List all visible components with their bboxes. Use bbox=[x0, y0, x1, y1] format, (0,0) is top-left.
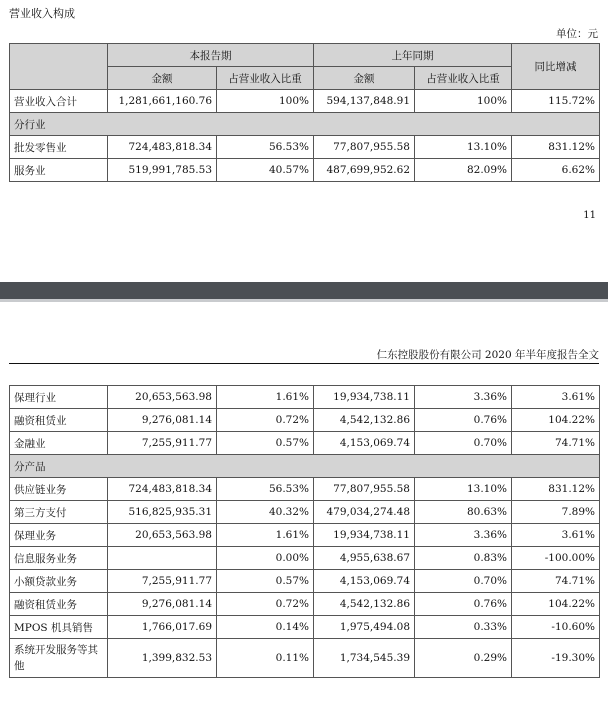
table-row bbox=[10, 616, 600, 639]
prior-amount: 4,542,132.86 bbox=[314, 409, 415, 432]
table-row bbox=[10, 524, 600, 547]
section-title: 营业收入构成 bbox=[9, 7, 75, 20]
row-label: MPOS 机具销售 bbox=[10, 616, 108, 639]
prior-amount: 487,699,952.62 bbox=[314, 159, 415, 182]
section-row bbox=[10, 455, 600, 478]
prior-share: 0.29% bbox=[415, 639, 512, 678]
current-share: 0.00% bbox=[217, 547, 314, 570]
prior-share: 0.83% bbox=[415, 547, 512, 570]
current-amount: 9,276,081.14 bbox=[108, 593, 217, 616]
prior-amount: 594,137,848.91 bbox=[314, 90, 415, 113]
current-share: 1.61% bbox=[217, 386, 314, 409]
section-label: 分行业 bbox=[10, 113, 600, 136]
current-amount: 20,653,563.98 bbox=[108, 524, 217, 547]
prior-share: 100% bbox=[415, 90, 512, 113]
prior-share: 0.33% bbox=[415, 616, 512, 639]
prior-share: 3.36% bbox=[415, 524, 512, 547]
yoy-change: 74.71% bbox=[512, 432, 600, 455]
header-current-period: 本报告期 bbox=[108, 44, 314, 67]
prior-amount: 4,542,132.86 bbox=[314, 593, 415, 616]
current-share: 0.57% bbox=[217, 432, 314, 455]
table-row bbox=[10, 386, 600, 409]
section-row bbox=[10, 113, 600, 136]
prior-share: 0.76% bbox=[415, 409, 512, 432]
page-number: 11 bbox=[583, 210, 596, 221]
running-header: 仁东控股股份有限公司 2020 年半年度报告全文 bbox=[376, 349, 599, 361]
prior-amount: 4,153,069.74 bbox=[314, 570, 415, 593]
yoy-change: -100.00% bbox=[512, 547, 600, 570]
table-row bbox=[10, 547, 600, 570]
prior-share: 80.63% bbox=[415, 501, 512, 524]
yoy-change: -10.60% bbox=[512, 616, 600, 639]
yoy-change: 7.89% bbox=[512, 501, 600, 524]
current-amount: 1,766,017.69 bbox=[108, 616, 217, 639]
prior-share: 13.10% bbox=[415, 478, 512, 501]
table-row bbox=[10, 159, 600, 182]
row-label: 保理业务 bbox=[10, 524, 108, 547]
current-share: 0.57% bbox=[217, 570, 314, 593]
current-share: 1.61% bbox=[217, 524, 314, 547]
row-label: 保理行业 bbox=[10, 386, 108, 409]
header-yoy: 同比增减 bbox=[512, 44, 600, 90]
current-share: 56.53% bbox=[217, 136, 314, 159]
row-label: 金融业 bbox=[10, 432, 108, 455]
current-share: 0.14% bbox=[217, 616, 314, 639]
current-share: 100% bbox=[217, 90, 314, 113]
header-blank bbox=[10, 44, 108, 90]
current-amount: 1,399,832.53 bbox=[108, 639, 217, 678]
current-amount: 7,255,911.77 bbox=[108, 432, 217, 455]
prior-share: 0.70% bbox=[415, 570, 512, 593]
row-label: 服务业 bbox=[10, 159, 108, 182]
table-row bbox=[10, 501, 600, 524]
header-prior-period: 上年同期 bbox=[314, 44, 512, 67]
current-amount: 1,281,661,160.76 bbox=[108, 90, 217, 113]
row-label: 融资租赁业 bbox=[10, 409, 108, 432]
current-amount: 20,653,563.98 bbox=[108, 386, 217, 409]
row-label: 小额贷款业务 bbox=[10, 570, 108, 593]
table-row bbox=[10, 136, 600, 159]
row-label: 营业收入合计 bbox=[10, 90, 108, 113]
header-current-share: 占营业收入比重 bbox=[217, 67, 314, 90]
table-row bbox=[10, 409, 600, 432]
prior-amount: 4,153,069.74 bbox=[314, 432, 415, 455]
table-row bbox=[10, 593, 600, 616]
current-share: 0.72% bbox=[217, 409, 314, 432]
page-shadow bbox=[0, 299, 608, 302]
unit-label: 单位：元 bbox=[556, 28, 598, 40]
row-label: 批发零售业 bbox=[10, 136, 108, 159]
row-label: 系统开发服务等其他 bbox=[10, 639, 108, 678]
header-prior-share: 占营业收入比重 bbox=[415, 67, 512, 90]
prior-amount: 1,975,494.08 bbox=[314, 616, 415, 639]
prior-share: 3.36% bbox=[415, 386, 512, 409]
prior-amount: 77,807,955.58 bbox=[314, 478, 415, 501]
table-row bbox=[10, 570, 600, 593]
prior-amount: 19,934,738.11 bbox=[314, 524, 415, 547]
yoy-change: 104.22% bbox=[512, 409, 600, 432]
yoy-change: -19.30% bbox=[512, 639, 600, 678]
current-amount: 9,276,081.14 bbox=[108, 409, 217, 432]
yoy-change: 115.72% bbox=[512, 90, 600, 113]
current-amount: 724,483,818.34 bbox=[108, 478, 217, 501]
yoy-change: 3.61% bbox=[512, 386, 600, 409]
page-separator bbox=[0, 282, 608, 299]
prior-share: 0.70% bbox=[415, 432, 512, 455]
prior-amount: 479,034,274.48 bbox=[314, 501, 415, 524]
yoy-change: 104.22% bbox=[512, 593, 600, 616]
revenue-table-page1 bbox=[9, 43, 600, 182]
table-row bbox=[10, 639, 600, 678]
prior-amount: 19,934,738.11 bbox=[314, 386, 415, 409]
table-row bbox=[10, 90, 600, 113]
current-amount: 724,483,818.34 bbox=[108, 136, 217, 159]
header-rule bbox=[9, 363, 599, 364]
prior-share: 0.76% bbox=[415, 593, 512, 616]
current-share: 0.72% bbox=[217, 593, 314, 616]
section-label: 分产品 bbox=[10, 455, 600, 478]
prior-share: 82.09% bbox=[415, 159, 512, 182]
current-amount bbox=[108, 547, 217, 570]
yoy-change: 3.61% bbox=[512, 524, 600, 547]
row-label: 第三方支付 bbox=[10, 501, 108, 524]
table-row bbox=[10, 478, 600, 501]
current-amount: 516,825,935.31 bbox=[108, 501, 217, 524]
header-prior-amount: 金额 bbox=[314, 67, 415, 90]
revenue-table-page2 bbox=[9, 385, 600, 678]
current-amount: 519,991,785.53 bbox=[108, 159, 217, 182]
prior-amount: 4,955,638.67 bbox=[314, 547, 415, 570]
current-amount: 7,255,911.77 bbox=[108, 570, 217, 593]
yoy-change: 74.71% bbox=[512, 570, 600, 593]
header-current-amount: 金额 bbox=[108, 67, 217, 90]
current-share: 40.57% bbox=[217, 159, 314, 182]
current-share: 0.11% bbox=[217, 639, 314, 678]
row-label: 融资租赁业务 bbox=[10, 593, 108, 616]
current-share: 40.32% bbox=[217, 501, 314, 524]
current-share: 56.53% bbox=[217, 478, 314, 501]
yoy-change: 831.12% bbox=[512, 478, 600, 501]
row-label: 信息服务业务 bbox=[10, 547, 108, 570]
yoy-change: 831.12% bbox=[512, 136, 600, 159]
yoy-change: 6.62% bbox=[512, 159, 600, 182]
prior-amount: 1,734,545.39 bbox=[314, 639, 415, 678]
row-label: 供应链业务 bbox=[10, 478, 108, 501]
prior-amount: 77,807,955.58 bbox=[314, 136, 415, 159]
table-row bbox=[10, 432, 600, 455]
prior-share: 13.10% bbox=[415, 136, 512, 159]
